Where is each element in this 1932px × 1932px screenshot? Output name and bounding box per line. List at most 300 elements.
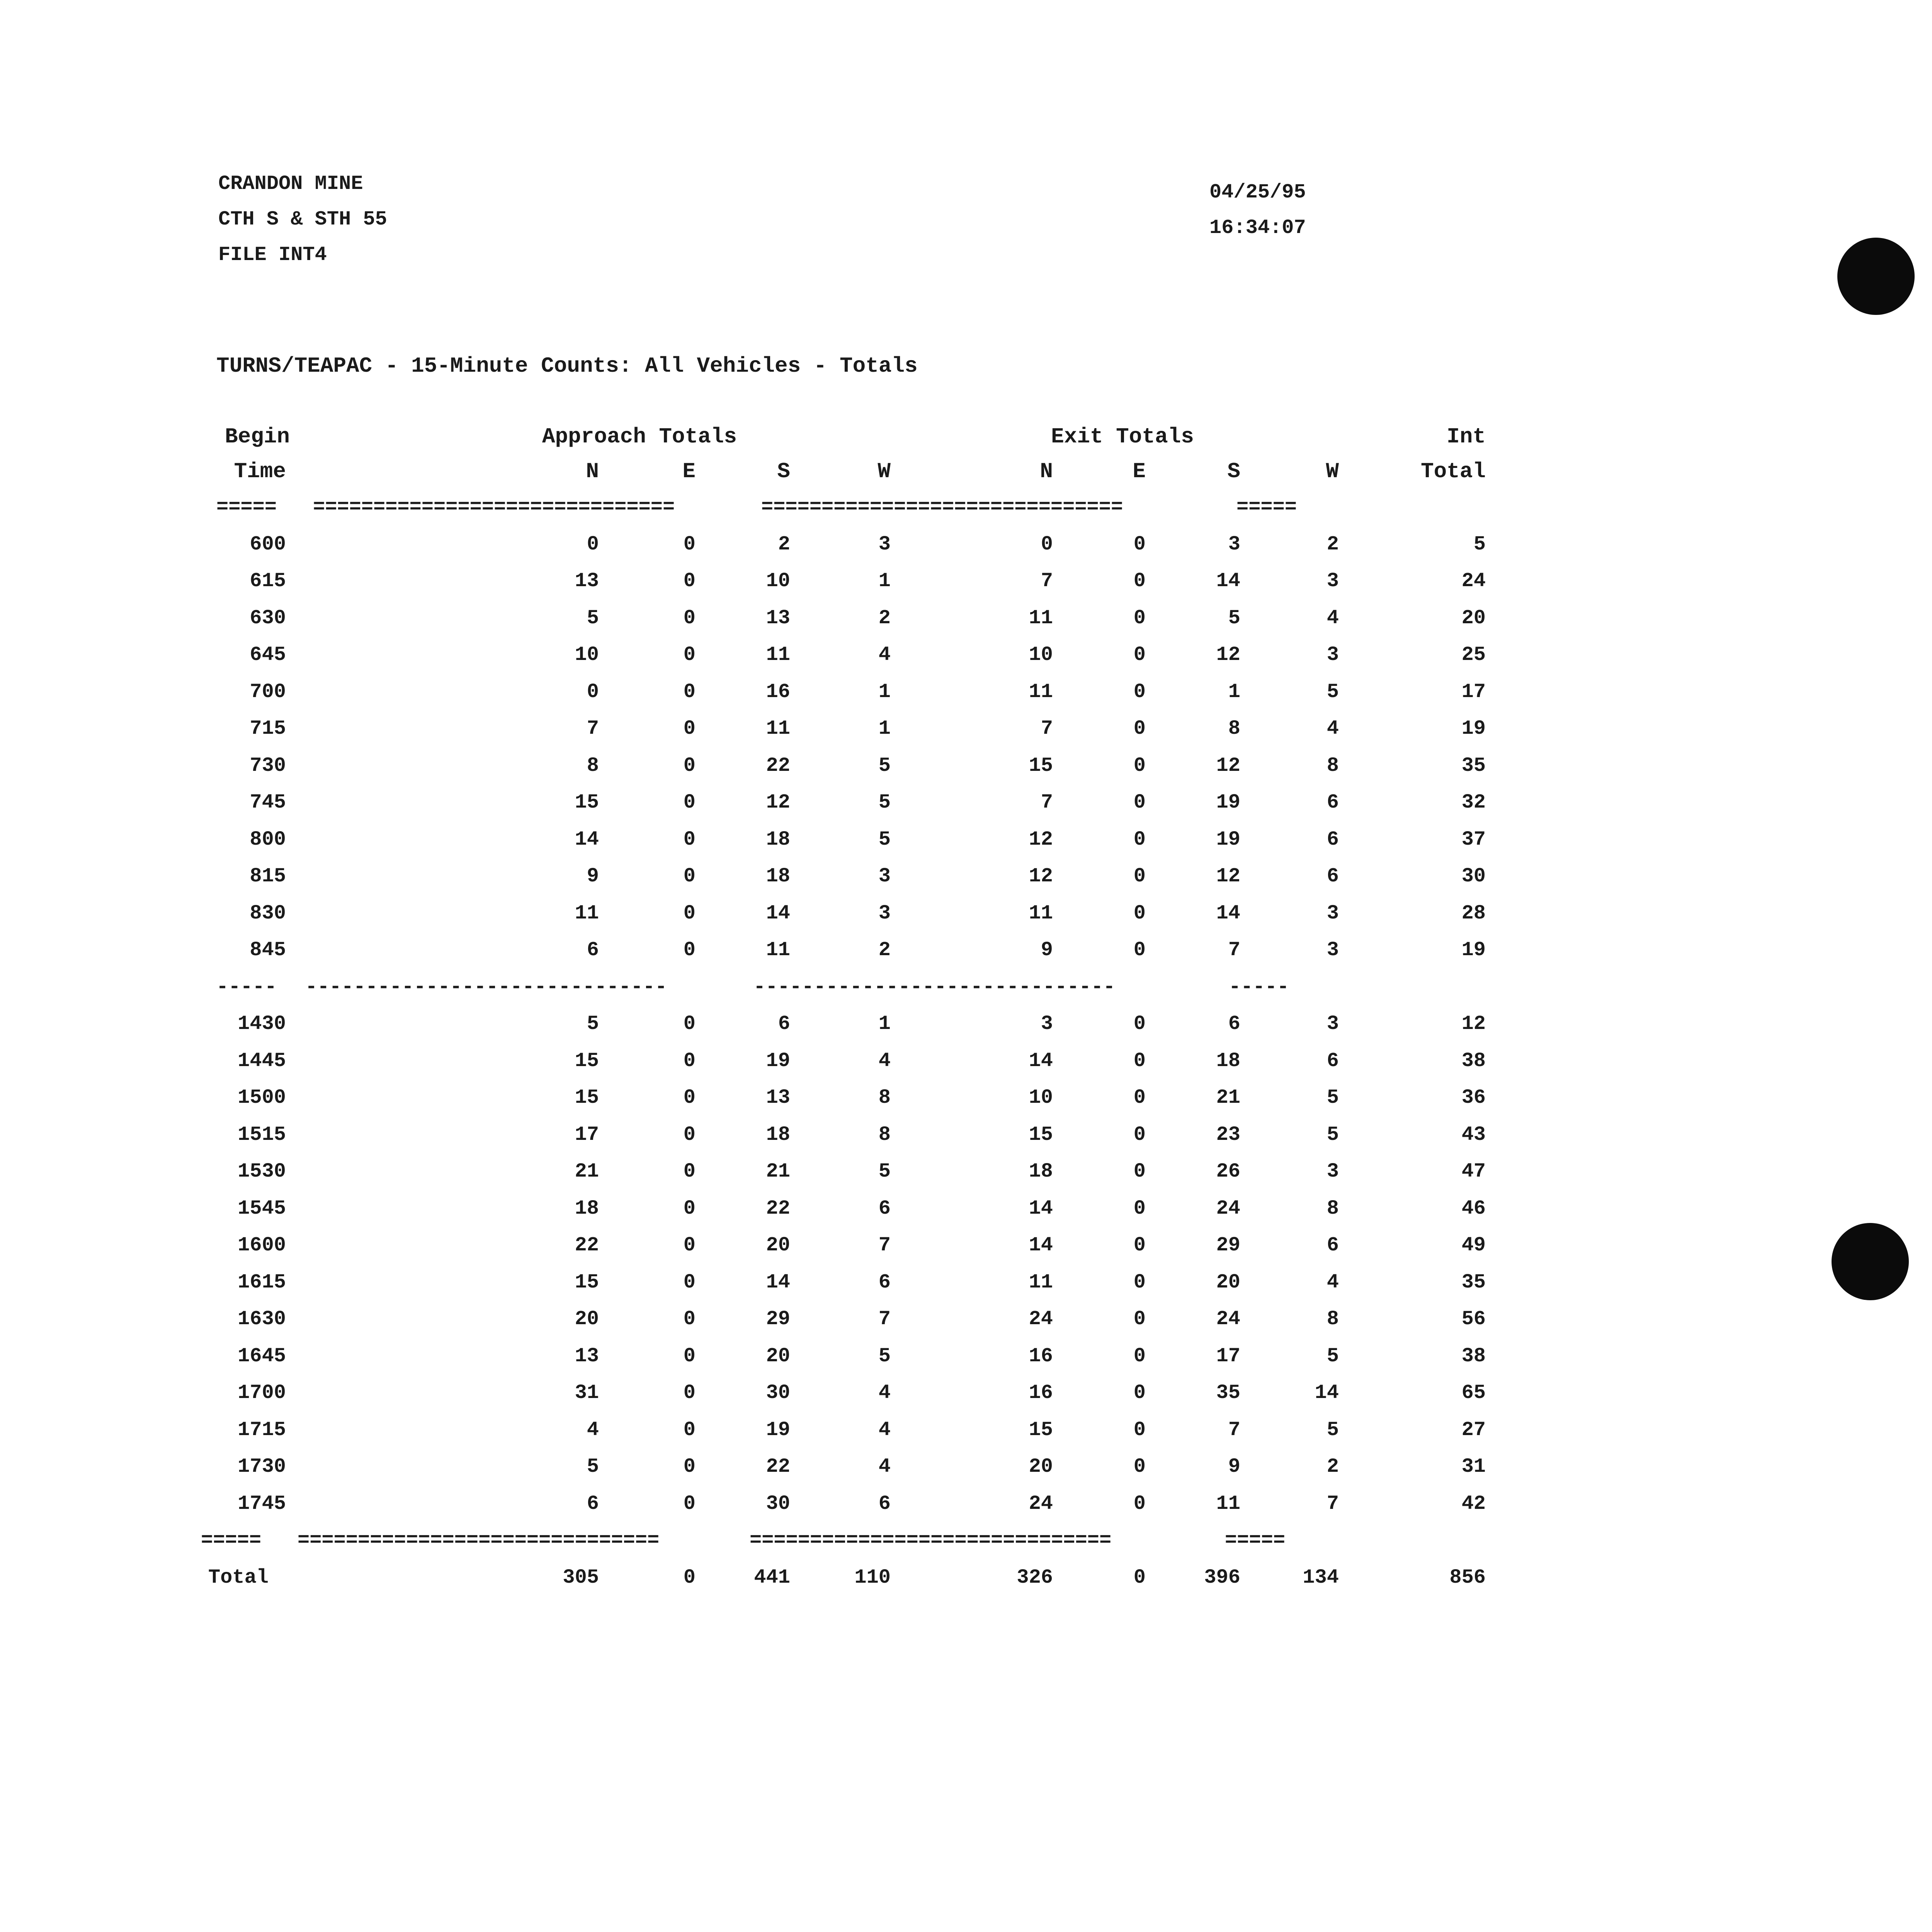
approach-south-total: 441 <box>754 1566 790 1589</box>
int-total-cell: 46 <box>1461 1197 1486 1220</box>
approach-south-cell: 16 <box>766 680 790 703</box>
approach-west-cell: 4 <box>878 643 891 666</box>
begin-time-cell: 1430 <box>238 1012 286 1035</box>
begin-time-cell: 1445 <box>238 1049 286 1072</box>
exit-west-cell: 3 <box>1327 643 1339 666</box>
exit-west-cell: 4 <box>1327 717 1339 740</box>
begin-time-cell: 1700 <box>238 1381 286 1404</box>
exit-north-cell: 10 <box>1029 1086 1053 1109</box>
approach-west-cell: 5 <box>878 828 891 851</box>
exit-west-cell: 3 <box>1327 939 1339 961</box>
exit-east-cell: 0 <box>1133 1492 1146 1515</box>
approach-east-cell: 0 <box>683 1270 696 1294</box>
approach-west-cell: 3 <box>878 865 891 888</box>
exit-north-cell: 24 <box>1029 1308 1053 1330</box>
int-total-cell: 19 <box>1461 939 1486 961</box>
report-header-left <box>218 166 387 273</box>
int-total-cell: 38 <box>1461 1049 1486 1072</box>
approach-west-cell: 5 <box>878 1344 891 1367</box>
approach-south-cell: 19 <box>766 1049 790 1072</box>
approach-north-cell: 0 <box>587 680 599 703</box>
approach-south-cell: 6 <box>778 1012 790 1035</box>
approach-west-cell: 6 <box>878 1492 891 1515</box>
exit-west-cell: 14 <box>1315 1381 1339 1404</box>
table-row <box>185 747 1486 784</box>
approach-west-cell: 3 <box>878 532 891 556</box>
separator-exit: ============================== <box>750 1529 1112 1552</box>
int-total-cell: 30 <box>1461 865 1486 888</box>
exit-east-cell: 0 <box>1133 643 1146 666</box>
approach-south-cell: 11 <box>766 643 790 666</box>
exit-west-cell: 8 <box>1327 754 1339 777</box>
approach-west-cell: 1 <box>878 717 891 740</box>
int-total-cell: 38 <box>1461 1344 1486 1367</box>
begin-time-cell: 1715 <box>238 1418 286 1441</box>
approach-east-cell: 0 <box>683 828 696 851</box>
separator-approach: ------------------------------ <box>305 975 667 998</box>
exit-south-cell: 7 <box>1228 1418 1240 1441</box>
exit-south-cell: 21 <box>1216 1086 1240 1109</box>
approach-north-cell: 15 <box>575 1049 599 1072</box>
punch-hole-top <box>1837 238 1915 315</box>
exit-west-cell: 5 <box>1327 1123 1339 1146</box>
table-row <box>185 1264 1486 1301</box>
exit-south-cell: 19 <box>1216 828 1240 851</box>
exit-south-cell: 23 <box>1216 1123 1240 1146</box>
approach-west-cell: 5 <box>878 791 891 814</box>
exit-east-total: 0 <box>1133 1566 1146 1589</box>
approach-north-cell: 10 <box>575 643 599 666</box>
approach-east-cell: 0 <box>683 1049 696 1072</box>
exit-east-cell: 0 <box>1133 754 1146 777</box>
separator-approach: ============================== <box>313 496 675 519</box>
int-total-cell: 56 <box>1461 1308 1486 1330</box>
exit-east-cell: 0 <box>1133 1197 1146 1220</box>
totals-row <box>185 1559 1486 1596</box>
int-total-cell: 37 <box>1461 828 1486 851</box>
separator-total: ----- <box>1229 975 1289 998</box>
approach-south-cell: 18 <box>766 1123 790 1146</box>
exit-west-cell: 5 <box>1327 1344 1339 1367</box>
exit-south-cell: 20 <box>1216 1270 1240 1294</box>
exit-east-cell: 0 <box>1133 532 1146 556</box>
begin-time-cell: 815 <box>250 865 286 888</box>
int-total-cell: 19 <box>1461 717 1486 740</box>
exit-north-cell: 10 <box>1029 643 1053 666</box>
approach-north-cell: 7 <box>587 717 599 740</box>
begin-time-cell: 1630 <box>238 1308 286 1330</box>
counts-table <box>185 419 1486 1596</box>
approach-west-label: W <box>878 459 891 484</box>
approach-west-cell: 6 <box>878 1270 891 1294</box>
separator-exit: ============================== <box>761 496 1123 519</box>
int-total-cell: 31 <box>1461 1455 1486 1478</box>
int-total-cell: 25 <box>1461 643 1486 666</box>
int-total-cell: 28 <box>1461 901 1486 925</box>
exit-west-cell: 8 <box>1327 1308 1339 1330</box>
exit-west-cell: 6 <box>1327 1049 1339 1072</box>
approach-north-cell: 31 <box>575 1381 599 1404</box>
begin-time-cell: 645 <box>250 643 286 666</box>
exit-east-cell: 0 <box>1133 1270 1146 1294</box>
approach-north-cell: 15 <box>575 1270 599 1294</box>
approach-south-cell: 18 <box>766 865 790 888</box>
approach-west-cell: 2 <box>878 606 891 629</box>
exit-south-cell: 19 <box>1216 791 1240 814</box>
exit-west-cell: 6 <box>1327 865 1339 888</box>
exit-south-cell: 35 <box>1216 1381 1240 1404</box>
table-row <box>185 600 1486 637</box>
punch-hole-middle <box>1832 1223 1909 1300</box>
separator-double-bottom <box>185 1522 1325 1559</box>
approach-south-cell: 19 <box>766 1418 790 1441</box>
table-row <box>185 1301 1486 1338</box>
separator-dash <box>185 969 1325 1006</box>
int-total-label: Total <box>1420 459 1486 484</box>
table-row <box>185 1448 1486 1485</box>
exit-east-cell: 0 <box>1133 791 1146 814</box>
exit-south-cell: 17 <box>1216 1344 1240 1367</box>
exit-north-cell: 3 <box>1041 1012 1053 1035</box>
approach-east-cell: 0 <box>683 1160 696 1183</box>
report-intersection: CTH S & STH 55 <box>218 208 387 231</box>
separator-time: ===== <box>201 1529 262 1552</box>
approach-north-cell: 4 <box>587 1418 599 1441</box>
approach-west-cell: 1 <box>878 1012 891 1035</box>
table-header-row-2 <box>185 454 1486 489</box>
report-header-right <box>1209 175 1306 246</box>
approach-east-cell: 0 <box>683 606 696 629</box>
approach-north-cell: 15 <box>575 1086 599 1109</box>
exit-south-cell: 6 <box>1228 1012 1240 1035</box>
table-row <box>185 1153 1486 1190</box>
table-header-row-1 <box>185 419 1486 454</box>
int-total-cell: 27 <box>1461 1418 1486 1441</box>
exit-north-cell: 11 <box>1029 680 1053 703</box>
exit-south-cell: 24 <box>1216 1197 1240 1220</box>
exit-east-cell: 0 <box>1133 680 1146 703</box>
afternoon-rows <box>185 1005 1486 1522</box>
exit-east-cell: 0 <box>1133 1418 1146 1441</box>
table-row <box>185 710 1486 747</box>
int-total-cell: 24 <box>1461 570 1486 592</box>
exit-south-cell: 12 <box>1216 865 1240 888</box>
table-row <box>185 1190 1486 1227</box>
approach-east-cell: 0 <box>683 1418 696 1441</box>
approach-west-cell: 7 <box>878 1308 891 1330</box>
exit-south-cell: 1 <box>1228 680 1240 703</box>
approach-south-cell: 22 <box>766 754 790 777</box>
approach-east-cell: 0 <box>683 1234 696 1257</box>
exit-east-cell: 0 <box>1133 570 1146 592</box>
exit-south-cell: 9 <box>1228 1455 1240 1478</box>
separator-total: ===== <box>1236 496 1297 519</box>
exit-south-cell: 14 <box>1216 570 1240 592</box>
approach-south-cell: 18 <box>766 828 790 851</box>
begin-time-cell: 1545 <box>238 1197 286 1220</box>
approach-totals-label: Approach Totals <box>542 424 737 449</box>
exit-totals-label: Exit Totals <box>1051 424 1194 449</box>
approach-west-cell: 7 <box>878 1234 891 1257</box>
exit-north-cell: 24 <box>1029 1492 1053 1515</box>
exit-west-total: 134 <box>1303 1566 1339 1589</box>
begin-time-cell: 630 <box>250 606 286 629</box>
exit-east-cell: 0 <box>1133 1049 1146 1072</box>
begin-time-cell: 845 <box>250 939 286 961</box>
separator-total: ===== <box>1225 1529 1286 1552</box>
exit-south-cell: 12 <box>1216 754 1240 777</box>
table-row <box>185 1116 1486 1153</box>
int-total-cell: 36 <box>1461 1086 1486 1109</box>
exit-north-cell: 14 <box>1029 1197 1053 1220</box>
approach-east-cell: 0 <box>683 1123 696 1146</box>
exit-north-cell: 0 <box>1041 532 1053 556</box>
separator-time: ===== <box>216 496 277 519</box>
begin-time-cell: 1730 <box>238 1455 286 1478</box>
exit-west-cell: 7 <box>1327 1492 1339 1515</box>
exit-east-cell: 0 <box>1133 1086 1146 1109</box>
begin-time-cell: 1500 <box>238 1086 286 1109</box>
exit-south-cell: 8 <box>1228 717 1240 740</box>
approach-west-cell: 8 <box>878 1086 891 1109</box>
approach-west-total: 110 <box>854 1566 891 1589</box>
exit-north-cell: 11 <box>1029 606 1053 629</box>
exit-east-cell: 0 <box>1133 865 1146 888</box>
exit-west-cell: 5 <box>1327 1418 1339 1441</box>
exit-north-cell: 12 <box>1029 865 1053 888</box>
exit-south-cell: 12 <box>1216 643 1240 666</box>
exit-north-cell: 12 <box>1029 828 1053 851</box>
table-row <box>185 1338 1486 1375</box>
table-row <box>185 636 1486 673</box>
exit-north-cell: 11 <box>1029 1270 1053 1294</box>
approach-east-cell: 0 <box>683 865 696 888</box>
exit-north-cell: 9 <box>1041 939 1053 961</box>
table-row <box>185 784 1486 821</box>
approach-east-cell: 0 <box>683 570 696 592</box>
exit-east-label: E <box>1133 459 1146 484</box>
exit-south-total: 396 <box>1204 1566 1240 1589</box>
int-total-cell: 20 <box>1461 606 1486 629</box>
approach-south-cell: 11 <box>766 717 790 740</box>
approach-east-cell: 0 <box>683 1455 696 1478</box>
table-row <box>185 858 1486 895</box>
exit-north-cell: 20 <box>1029 1455 1053 1478</box>
table-row <box>185 932 1486 969</box>
begin-time-cell: 1645 <box>238 1344 286 1367</box>
exit-north-cell: 7 <box>1041 717 1053 740</box>
approach-south-cell: 20 <box>766 1344 790 1367</box>
approach-east-cell: 0 <box>683 643 696 666</box>
exit-south-cell: 11 <box>1216 1492 1240 1515</box>
table-row <box>185 563 1486 600</box>
exit-north-cell: 15 <box>1029 1123 1053 1146</box>
approach-west-cell: 8 <box>878 1123 891 1146</box>
approach-west-cell: 4 <box>878 1381 891 1404</box>
exit-south-cell: 24 <box>1216 1308 1240 1330</box>
approach-south-cell: 30 <box>766 1492 790 1515</box>
table-row <box>185 1227 1486 1264</box>
approach-west-cell: 5 <box>878 754 891 777</box>
approach-north-cell: 20 <box>575 1308 599 1330</box>
exit-north-cell: 15 <box>1029 754 1053 777</box>
table-row <box>185 1485 1486 1522</box>
exit-west-cell: 8 <box>1327 1197 1339 1220</box>
approach-east-cell: 0 <box>683 532 696 556</box>
table-row <box>185 1043 1486 1080</box>
begin-time-cell: 1530 <box>238 1160 286 1183</box>
exit-west-cell: 2 <box>1327 1455 1339 1478</box>
approach-east-cell: 0 <box>683 754 696 777</box>
approach-north-cell: 5 <box>587 1012 599 1035</box>
exit-east-cell: 0 <box>1133 717 1146 740</box>
int-total-cell: 17 <box>1461 680 1486 703</box>
exit-north-cell: 7 <box>1041 570 1053 592</box>
int-total-cell: 32 <box>1461 791 1486 814</box>
report-time: 16:34:07 <box>1209 216 1306 239</box>
table-row <box>185 1374 1486 1412</box>
exit-south-cell: 18 <box>1216 1049 1240 1072</box>
approach-south-cell: 11 <box>766 939 790 961</box>
approach-north-cell: 21 <box>575 1160 599 1183</box>
exit-east-cell: 0 <box>1133 828 1146 851</box>
separator-exit: ------------------------------ <box>753 975 1116 998</box>
approach-west-cell: 2 <box>878 939 891 961</box>
begin-time-cell: 800 <box>250 828 286 851</box>
begin-time-cell: 730 <box>250 754 286 777</box>
table-row <box>185 1005 1486 1043</box>
exit-north-cell: 15 <box>1029 1418 1053 1441</box>
approach-north-cell: 14 <box>575 828 599 851</box>
approach-south-cell: 13 <box>766 606 790 629</box>
table-row <box>185 1079 1486 1116</box>
approach-east-cell: 0 <box>683 717 696 740</box>
approach-south-cell: 30 <box>766 1381 790 1404</box>
approach-north-cell: 6 <box>587 1492 599 1515</box>
approach-south-cell: 12 <box>766 791 790 814</box>
exit-south-cell: 14 <box>1216 901 1240 925</box>
time-label: Time <box>234 459 286 484</box>
approach-east-cell: 0 <box>683 1012 696 1035</box>
exit-west-cell: 6 <box>1327 1234 1339 1257</box>
totals-label: Total <box>208 1566 269 1589</box>
approach-north-cell: 8 <box>587 754 599 777</box>
exit-south-cell: 26 <box>1216 1160 1240 1183</box>
exit-south-cell: 5 <box>1228 606 1240 629</box>
approach-south-cell: 22 <box>766 1197 790 1220</box>
approach-south-cell: 2 <box>778 532 790 556</box>
approach-east-cell: 0 <box>683 939 696 961</box>
approach-west-cell: 1 <box>878 570 891 592</box>
table-row <box>185 895 1486 932</box>
separator-approach: ============================== <box>298 1529 660 1552</box>
begin-time-cell: 745 <box>250 791 286 814</box>
separator-time: ----- <box>216 975 277 998</box>
begin-time-cell: 700 <box>250 680 286 703</box>
approach-east-cell: 0 <box>683 680 696 703</box>
report-file-name: FILE INT4 <box>218 243 327 266</box>
report-site-name: CRANDON MINE <box>218 172 363 195</box>
exit-west-cell: 6 <box>1327 791 1339 814</box>
exit-east-cell: 0 <box>1133 1381 1146 1404</box>
approach-south-cell: 10 <box>766 570 790 592</box>
report-date: 04/25/95 <box>1209 181 1306 204</box>
exit-north-cell: 14 <box>1029 1234 1053 1257</box>
table-row <box>185 821 1486 858</box>
int-total-cell: 47 <box>1461 1160 1486 1183</box>
exit-west-cell: 3 <box>1327 901 1339 925</box>
approach-south-cell: 22 <box>766 1455 790 1478</box>
exit-east-cell: 0 <box>1133 1160 1146 1183</box>
approach-west-cell: 5 <box>878 1160 891 1183</box>
approach-north-cell: 5 <box>587 1455 599 1478</box>
approach-west-cell: 6 <box>878 1197 891 1220</box>
approach-west-cell: 4 <box>878 1455 891 1478</box>
int-total-cell: 49 <box>1461 1234 1486 1257</box>
approach-north-cell: 18 <box>575 1197 599 1220</box>
approach-east-cell: 0 <box>683 791 696 814</box>
int-total-cell: 43 <box>1461 1123 1486 1146</box>
approach-east-cell: 0 <box>683 1492 696 1515</box>
int-label: Int <box>1447 424 1486 449</box>
approach-south-cell: 14 <box>766 1270 790 1294</box>
begin-time-cell: 715 <box>250 717 286 740</box>
exit-west-cell: 3 <box>1327 1160 1339 1183</box>
int-total-cell: 35 <box>1461 754 1486 777</box>
approach-east-cell: 0 <box>683 1086 696 1109</box>
exit-east-cell: 0 <box>1133 1234 1146 1257</box>
approach-east-cell: 0 <box>683 1197 696 1220</box>
approach-north-cell: 6 <box>587 939 599 961</box>
approach-south-cell: 29 <box>766 1308 790 1330</box>
approach-north-cell: 9 <box>587 865 599 888</box>
exit-north-cell: 16 <box>1029 1381 1053 1404</box>
approach-north-cell: 11 <box>575 901 599 925</box>
approach-north-cell: 13 <box>575 1344 599 1367</box>
exit-east-cell: 0 <box>1133 1455 1146 1478</box>
exit-east-cell: 0 <box>1133 1012 1146 1035</box>
exit-east-cell: 0 <box>1133 1123 1146 1146</box>
table-row <box>185 1412 1486 1449</box>
exit-north-total: 326 <box>1017 1566 1053 1589</box>
begin-time-cell: 1745 <box>238 1492 286 1515</box>
approach-east-cell: 0 <box>683 901 696 925</box>
approach-east-cell: 0 <box>683 1381 696 1404</box>
begin-time-cell: 1515 <box>238 1123 286 1146</box>
exit-south-cell: 29 <box>1216 1234 1240 1257</box>
exit-west-cell: 4 <box>1327 606 1339 629</box>
table-row <box>185 526 1486 563</box>
exit-south-cell: 3 <box>1228 532 1240 556</box>
approach-north-total: 305 <box>563 1566 599 1589</box>
approach-east-total: 0 <box>683 1566 696 1589</box>
approach-north-cell: 17 <box>575 1123 599 1146</box>
approach-north-cell: 22 <box>575 1234 599 1257</box>
exit-north-label: N <box>1040 459 1053 484</box>
separator-double <box>185 489 1325 526</box>
approach-north-cell: 0 <box>587 532 599 556</box>
exit-east-cell: 0 <box>1133 1308 1146 1330</box>
approach-north-cell: 15 <box>575 791 599 814</box>
approach-west-cell: 4 <box>878 1418 891 1441</box>
approach-west-cell: 3 <box>878 901 891 925</box>
exit-north-cell: 7 <box>1041 791 1053 814</box>
approach-east-cell: 0 <box>683 1308 696 1330</box>
int-total-total: 856 <box>1449 1566 1486 1589</box>
approach-south-label: S <box>777 459 790 484</box>
exit-east-cell: 0 <box>1133 939 1146 961</box>
approach-west-cell: 4 <box>878 1049 891 1072</box>
